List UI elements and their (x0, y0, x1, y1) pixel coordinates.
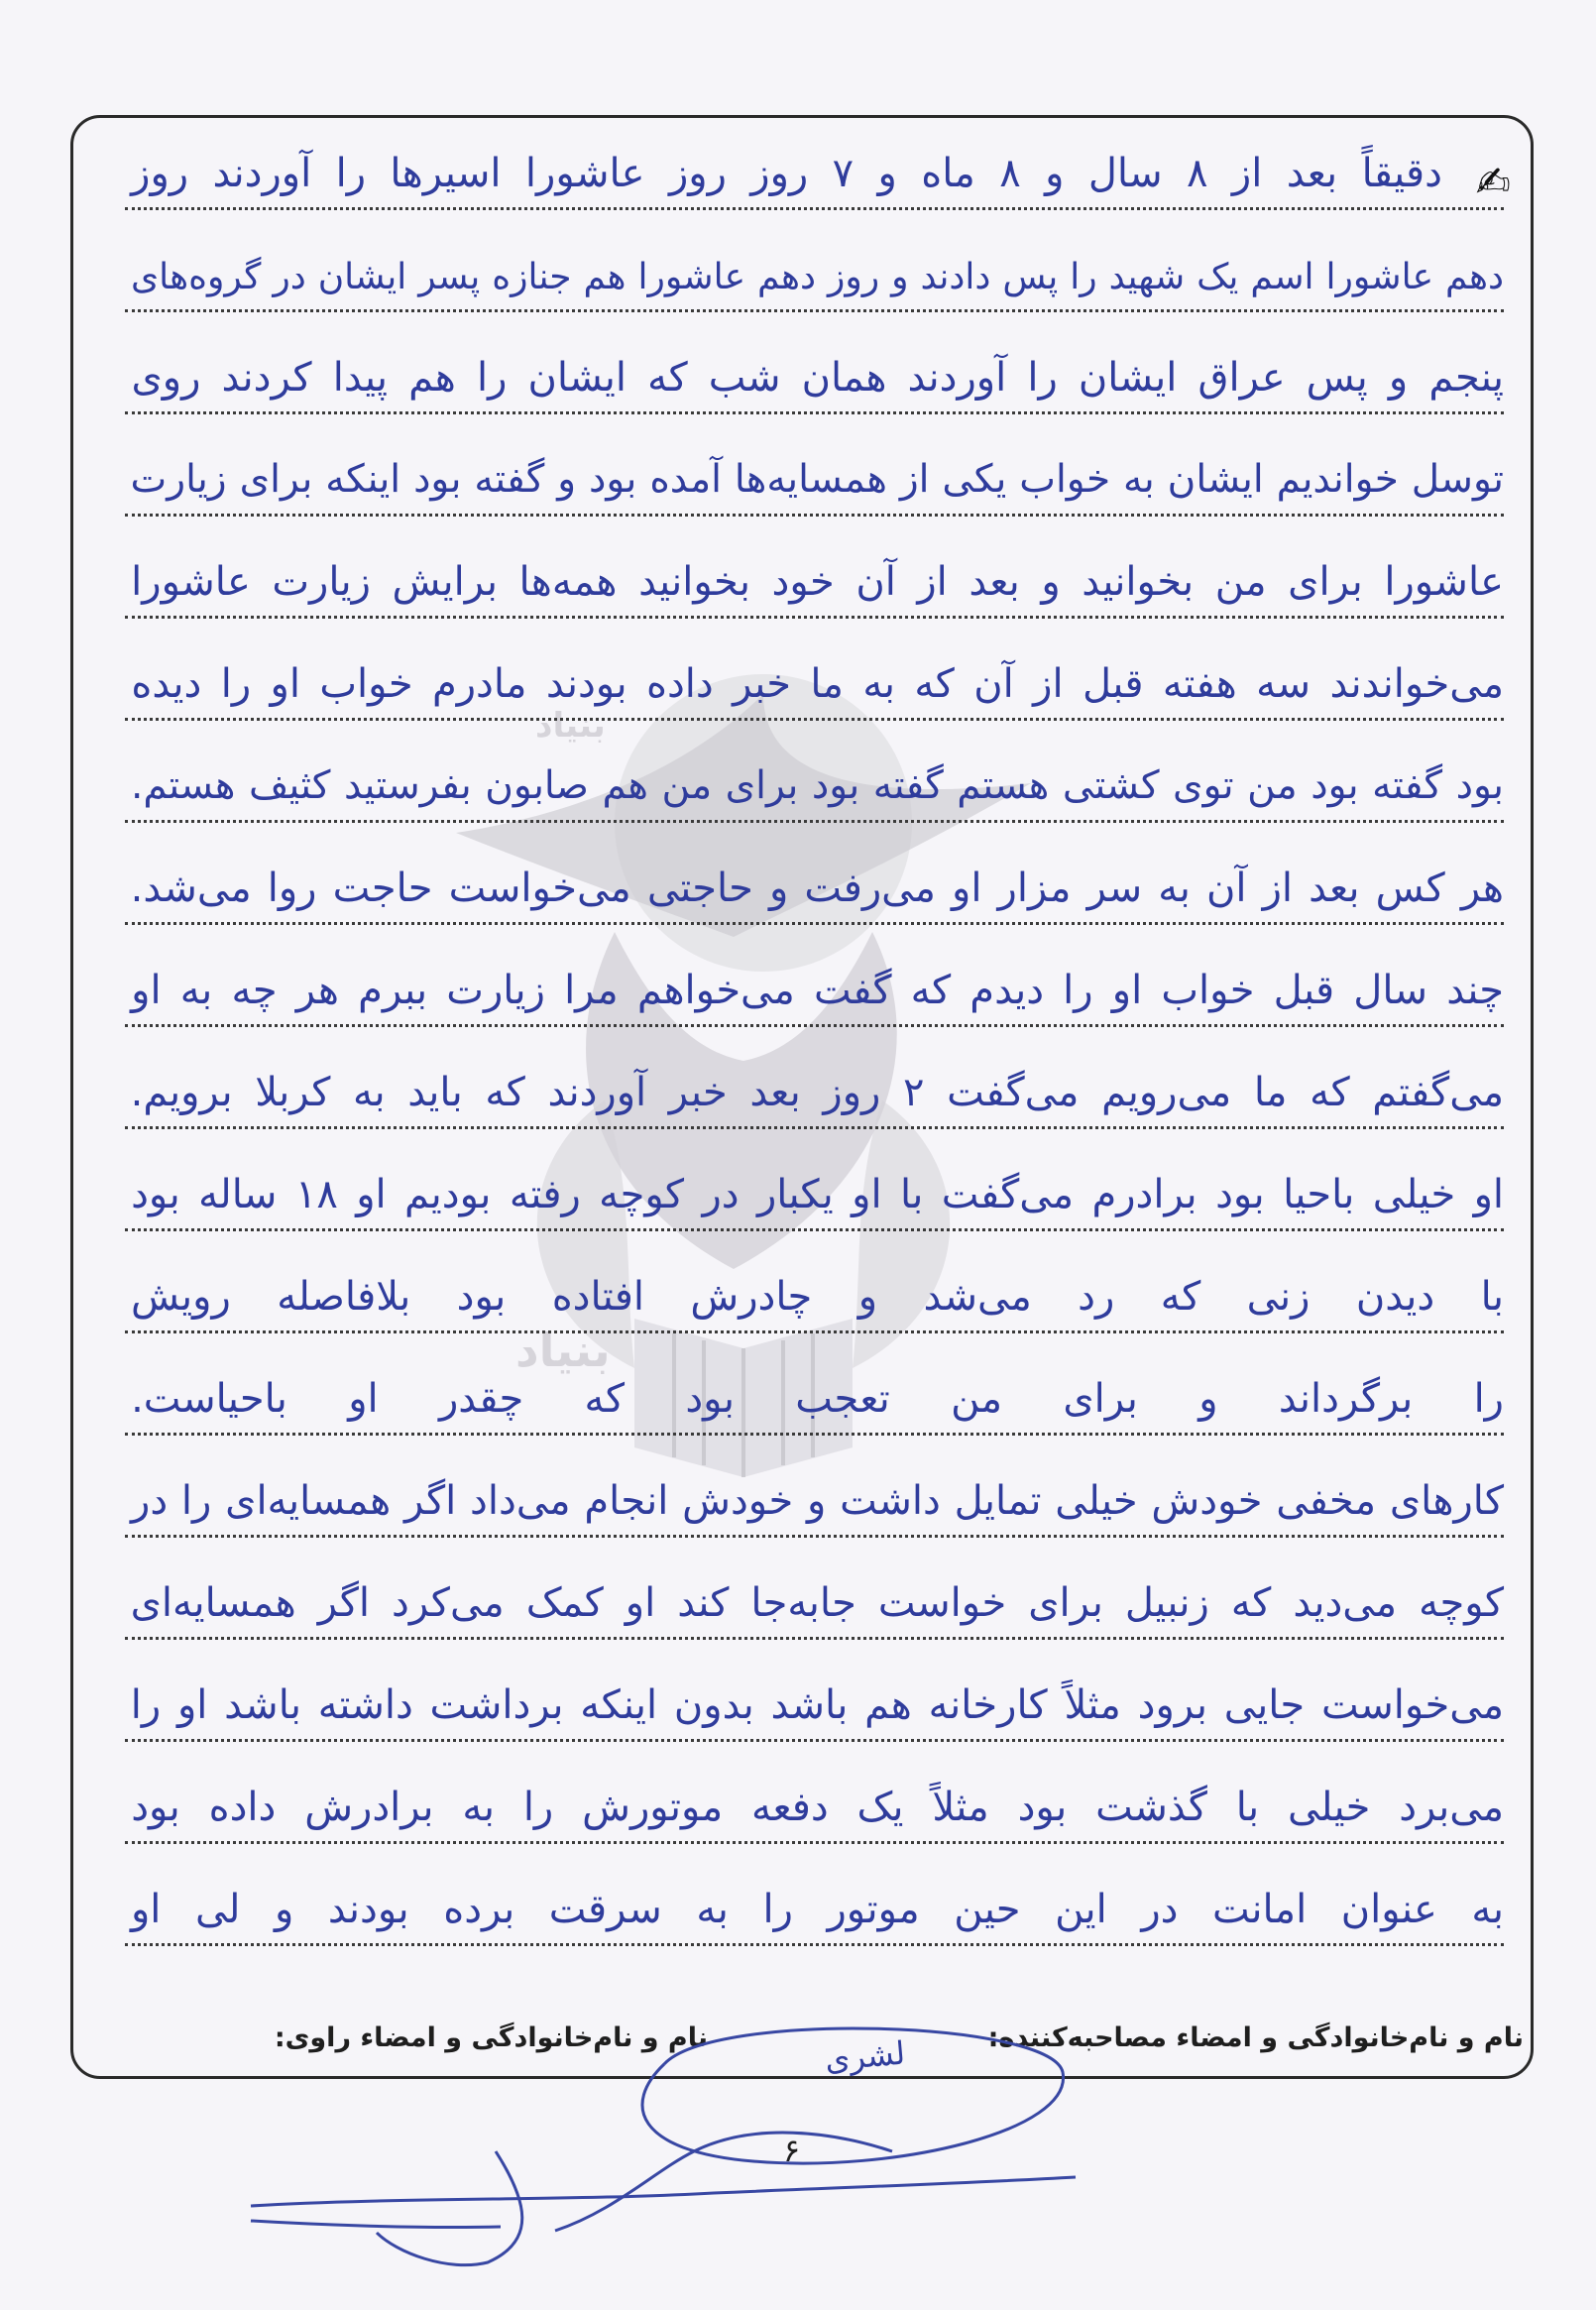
ruled-line (125, 1742, 1504, 1844)
handwritten-line: با دیدن زنی که رد می‌شد و چادرش افتاده بود بلافاصله رویش (131, 1274, 1504, 1320)
signature-hook-stroke (377, 2151, 522, 2265)
ruled-line (125, 1231, 1504, 1333)
handwritten-line: دهم عاشورا اسم یک شهید را پس دادند و روز دهم عاشورا هم جنازه پسر ایشان در گروه‌های (131, 257, 1504, 298)
handwritten-line: کوچه می‌دید که زنبیل برای خواست جابه‌جا کند او کمک می‌کرد اگر همسایه‌ای (130, 1580, 1504, 1626)
ruled-line (125, 721, 1504, 823)
ruled-line (125, 1844, 1504, 1946)
writing-hand-icon: ✍ (1475, 158, 1511, 206)
handwritten-line: چند سال قبل خواب او را دیدم که گفت می‌خواهم مرا زیارت ببرم هر چه به او (131, 968, 1504, 1013)
signature-scribble (198, 2003, 1190, 2290)
ruled-line (125, 619, 1504, 721)
ruled-line (125, 1027, 1504, 1129)
signature-lower-stroke (251, 2221, 501, 2228)
form-frame (70, 115, 1534, 2079)
handwritten-line: هر کس بعد از آن به سر مزار او می‌رفت و حاجتی می‌خواست حاجت روا می‌شد. (130, 866, 1504, 911)
handwritten-line: را برگرداند و برای من تعجب بود که چقدر او باحیاست. (131, 1376, 1504, 1422)
ruled-line (125, 312, 1504, 414)
watermark-text-bottom: بنیاد (515, 1324, 611, 1377)
signature-long-stroke (251, 2177, 1076, 2206)
interviewer-signature-label: نام و نام‌خانوادگی و امضاء مصاحبه‌کننده: (987, 2022, 1524, 2053)
page-number: ۶ (783, 2132, 801, 2169)
ruled-line (125, 1129, 1504, 1231)
signature-oval-stroke (642, 2028, 1064, 2163)
handwritten-line: پنجم و پس عراق ایشان را آوردند همان شب که ایشان را هم پیدا کردند روی (131, 355, 1504, 401)
handwritten-line: او خیلی باحیا بود برادرم می‌گفت با او یکبار در کوچه رفته بودیم او ۱۸ ساله بود (131, 1172, 1504, 1217)
signature-rising-stroke (555, 2133, 892, 2231)
handwritten-line: می‌خواندند سه هفته قبل از آن که به ما خبر داده بودند مادرم خواب او را دیده (131, 661, 1504, 707)
handwritten-line: دقیقاً بعد از ۸ سال و ۸ ماه و ۷ روز روز عاشورا اسیرها را آوردند روز (131, 151, 1442, 196)
ruled-line (125, 925, 1504, 1027)
handwritten-text-area (125, 108, 1504, 1946)
ruled-line (125, 517, 1504, 619)
ruled-line (125, 414, 1504, 517)
narrator-signature-label: نام و نام‌خانوادگی و امضاء راوی: (274, 2022, 708, 2053)
handwritten-line: می‌خواست جایی برود مثلاً کارخانه هم باشد بدون اینکه برداشت داشته باشد او را (130, 1682, 1504, 1728)
ruled-line (125, 210, 1504, 312)
handwritten-line: توسل خواندیم ایشان به خواب یکی از همسایه‌ها آمده بود و گفته بود اینکه برای زیارت (130, 457, 1504, 503)
ruled-line (125, 1538, 1504, 1640)
handwritten-line: می‌برد خیلی با گذشت بود مثلاً یک دفعه موتورش را به برادرش داده بود (131, 1785, 1504, 1830)
ruled-line (125, 1640, 1504, 1742)
handwritten-line: به عنوان امانت در این حین موتور را به سرقت برده بودند و لی او (130, 1887, 1504, 1932)
watermark-text-top: بنیاد (535, 706, 606, 746)
handwritten-line: عاشورا برای من بخوانید و بعد از آن خود بخوانید همه‌ها برایش زیارت عاشورا (131, 559, 1504, 605)
handwritten-line: بود گفته بود من توی کشتی هستم گفته بود برای من هم صابون بفرستید کثیف هستم. (130, 763, 1504, 809)
handwritten-line: کارهای مخفی خودش خیلی تمایل داشت و خودش انجام می‌داد اگر همسایه‌ای را در (131, 1478, 1504, 1524)
ruled-line (125, 1436, 1504, 1538)
ruled-line (125, 1333, 1504, 1436)
ruled-line (125, 108, 1504, 210)
ruled-line (125, 823, 1504, 925)
handwritten-line: می‌گفتم که ما می‌رویم می‌گفت ۲ روز بعد خبر آوردند که باید به کربلا برویم. (130, 1070, 1504, 1115)
interviewer-signature: لشری (823, 2033, 907, 2079)
